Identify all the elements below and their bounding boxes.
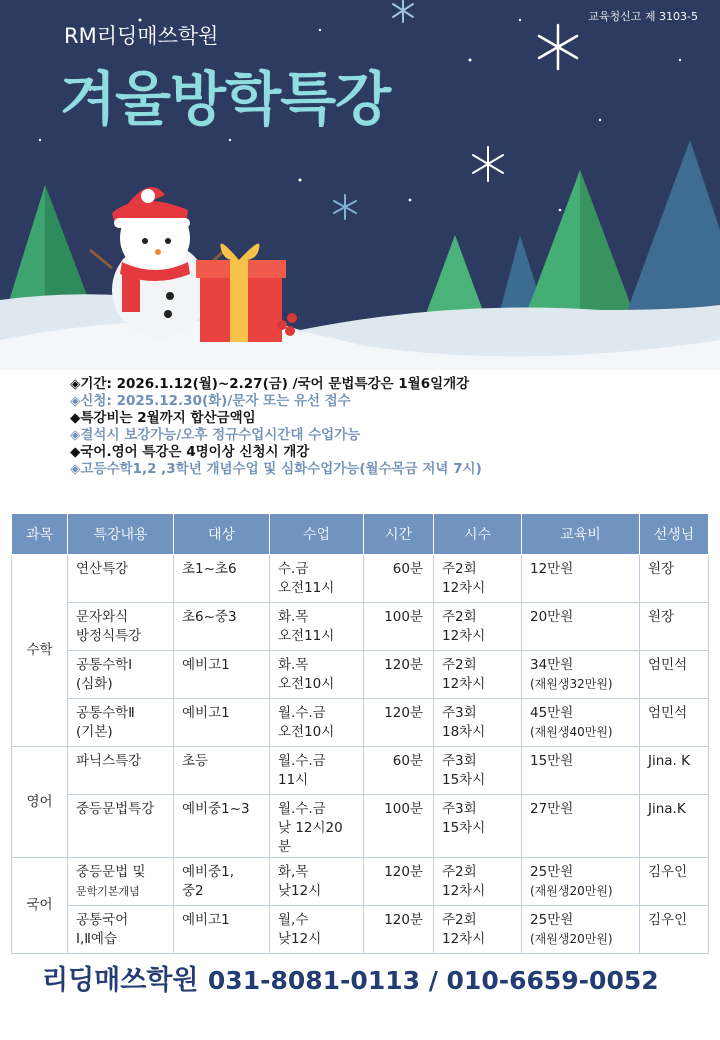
fee-cell-line: 20만원 bbox=[530, 609, 574, 625]
duration-cell: 120분 bbox=[364, 906, 434, 954]
course-cell-line: 공통국어 bbox=[76, 912, 129, 928]
class-cell-line: 월.수.금 bbox=[278, 801, 326, 817]
duration-cell: 100분 bbox=[364, 603, 434, 651]
target-cell-line: 예비중1, bbox=[182, 864, 235, 880]
header-teacher: 선생님 bbox=[640, 514, 709, 555]
class-cell-line: 오전10시 bbox=[278, 724, 335, 740]
sessions-cell-line: 12차시 bbox=[442, 580, 486, 596]
fee-cell-line: (재원생20만원) bbox=[530, 884, 613, 898]
class-cell-line: 화.목 bbox=[278, 609, 309, 625]
sessions-cell-line: 주2회 bbox=[442, 657, 477, 673]
table-row bbox=[12, 747, 709, 795]
table-row bbox=[12, 699, 709, 747]
sessions-cell-line: 15차시 bbox=[442, 820, 486, 836]
course-cell-line: 문학기본개념 bbox=[76, 885, 140, 898]
course-cell-line: 파닉스특강 bbox=[76, 753, 142, 769]
subject-cell: 수학 bbox=[12, 555, 68, 747]
course-cell bbox=[68, 795, 174, 858]
class-cell-line: 수.금 bbox=[278, 561, 309, 577]
fee-cell bbox=[522, 906, 640, 954]
class-cell-line: 오전11시 bbox=[278, 580, 335, 596]
course-cell bbox=[68, 906, 174, 954]
class-cell bbox=[270, 699, 364, 747]
target-cell bbox=[174, 906, 270, 954]
sessions-cell bbox=[434, 858, 522, 906]
notice-item: ◆특강비는 2월까지 합산금액임 bbox=[70, 410, 256, 426]
target-cell bbox=[174, 858, 270, 906]
fee-cell-line: (재원생40만원) bbox=[530, 725, 613, 739]
target-cell bbox=[174, 555, 270, 603]
table-body bbox=[12, 555, 709, 954]
target-cell-line: 예비중1~3 bbox=[182, 801, 250, 817]
course-cell bbox=[68, 858, 174, 906]
sessions-cell-line: 18차시 bbox=[442, 724, 486, 740]
target-cell-line: 초6~중3 bbox=[182, 609, 237, 625]
header-subject: 과목 bbox=[12, 514, 68, 555]
header-fee: 교육비 bbox=[522, 514, 640, 555]
course-cell-line: 공통수학Ⅰ bbox=[76, 657, 133, 673]
sessions-cell bbox=[434, 795, 522, 858]
class-cell-line: 화.목 bbox=[278, 657, 309, 673]
sessions-cell bbox=[434, 906, 522, 954]
course-schedule-table bbox=[11, 513, 709, 954]
class-cell-line: 월.수.금 bbox=[278, 753, 326, 769]
course-cell-line: 공통수학Ⅱ bbox=[76, 705, 135, 721]
teacher-cell: 김우인 bbox=[640, 906, 709, 954]
target-cell-line: 예비고1 bbox=[182, 657, 230, 673]
teacher-cell: 엄민석 bbox=[640, 651, 709, 699]
class-cell bbox=[270, 906, 364, 954]
notice-item: ◆국어.영어 특강은 4명이상 신청시 개강 bbox=[70, 444, 310, 460]
fee-cell bbox=[522, 747, 640, 795]
sessions-cell-line: 주3회 bbox=[442, 753, 477, 769]
course-cell-line: 중등문법특강 bbox=[76, 801, 155, 817]
course-cell-line: 중등문법 및 bbox=[76, 864, 146, 880]
sessions-cell-line: 주2회 bbox=[442, 609, 477, 625]
course-cell-line: (심화) bbox=[76, 676, 113, 692]
sessions-cell-line: 주3회 bbox=[442, 801, 477, 817]
fee-cell-line: 25만원 bbox=[530, 912, 574, 928]
class-cell-line: 11시 bbox=[278, 772, 309, 788]
target-cell-line: 초1~초6 bbox=[182, 561, 237, 577]
teacher-cell: 김우인 bbox=[640, 858, 709, 906]
table-row bbox=[12, 603, 709, 651]
sessions-cell bbox=[434, 555, 522, 603]
target-cell-line: 예비고1 bbox=[182, 705, 230, 721]
duration-cell: 120분 bbox=[364, 651, 434, 699]
notice-item: ◈결석시 보강가능/오후 정규수업시간대 수업가능 bbox=[70, 427, 361, 443]
sessions-cell-line: 12차시 bbox=[442, 676, 486, 692]
sessions-cell-line: 12차시 bbox=[442, 931, 486, 947]
class-cell bbox=[270, 747, 364, 795]
fee-cell-line: 12만원 bbox=[530, 561, 574, 577]
duration-cell: 100분 bbox=[364, 795, 434, 858]
sessions-cell-line: 주3회 bbox=[442, 705, 477, 721]
sessions-cell-line: 12차시 bbox=[442, 883, 486, 899]
fee-cell-line: (재원생20만원) bbox=[530, 932, 613, 946]
fee-cell bbox=[522, 699, 640, 747]
duration-cell: 120분 bbox=[364, 858, 434, 906]
class-cell bbox=[270, 795, 364, 858]
subject-cell: 영어 bbox=[12, 747, 68, 858]
fee-cell bbox=[522, 555, 640, 603]
sessions-cell bbox=[434, 747, 522, 795]
fee-cell-line: 45만원 bbox=[530, 705, 574, 721]
class-cell-line: 낮12시 bbox=[278, 931, 322, 947]
teacher-cell: 엄민석 bbox=[640, 699, 709, 747]
fee-cell bbox=[522, 651, 640, 699]
course-cell-line: Ⅰ,Ⅱ예습 bbox=[76, 931, 117, 947]
notice-item: ◈고등수학1,2 ,3학년 개념수업 및 심화수업가능(월수목금 저녁 7시) bbox=[70, 461, 482, 477]
course-cell bbox=[68, 651, 174, 699]
class-cell-line: 오전11시 bbox=[278, 628, 335, 644]
footer-academy-name: 리딩매쓰학원 bbox=[42, 965, 199, 996]
teacher-cell: Jina.K bbox=[640, 795, 709, 858]
target-cell bbox=[174, 651, 270, 699]
duration-cell: 120분 bbox=[364, 699, 434, 747]
subject-cell: 국어 bbox=[12, 858, 68, 954]
fee-cell-line: 25만원 bbox=[530, 864, 574, 880]
header-class: 수업 bbox=[270, 514, 364, 555]
duration-cell: 60분 bbox=[364, 747, 434, 795]
course-cell-line: 연산특강 bbox=[76, 561, 129, 577]
course-cell-line: (기본) bbox=[76, 724, 113, 740]
sessions-cell-line: 12차시 bbox=[442, 628, 486, 644]
class-cell bbox=[270, 603, 364, 651]
course-cell-line: 방정식특강 bbox=[76, 628, 142, 644]
course-cell bbox=[68, 603, 174, 651]
class-cell bbox=[270, 555, 364, 603]
class-cell-line: 분 bbox=[278, 839, 292, 855]
fee-cell-line: (재원생32만원) bbox=[530, 677, 613, 691]
teacher-cell: 원장 bbox=[640, 555, 709, 603]
sessions-cell-line: 주2회 bbox=[442, 561, 477, 577]
sessions-cell-line: 주2회 bbox=[442, 864, 477, 880]
class-cell-line: 오전10시 bbox=[278, 676, 335, 692]
course-cell bbox=[68, 699, 174, 747]
class-cell-line: 낮 12시20 bbox=[278, 820, 343, 836]
page-title: 겨울방학특강 bbox=[60, 65, 391, 133]
sessions-cell-line: 15차시 bbox=[442, 772, 486, 788]
target-cell-line: 예비고1 bbox=[182, 912, 230, 928]
fee-cell bbox=[522, 795, 640, 858]
class-cell-line: 월.수.금 bbox=[278, 705, 326, 721]
notice-list bbox=[70, 376, 710, 478]
registration-number: 교육청신고 제 3103-5 bbox=[588, 10, 698, 23]
teacher-cell: 원장 bbox=[640, 603, 709, 651]
sessions-cell-line: 주2회 bbox=[442, 912, 477, 928]
footer-phone-numbers: 031-8081-0113 / 010-6659-0052 bbox=[207, 966, 659, 995]
table-row bbox=[12, 858, 709, 906]
target-cell bbox=[174, 603, 270, 651]
class-cell-line: 월,수 bbox=[278, 912, 309, 928]
fee-cell-line: 15만원 bbox=[530, 753, 574, 769]
sessions-cell bbox=[434, 651, 522, 699]
teacher-cell: Jina. K bbox=[640, 747, 709, 795]
target-cell bbox=[174, 795, 270, 858]
duration-cell: 60분 bbox=[364, 555, 434, 603]
fee-cell-line: 34만원 bbox=[530, 657, 574, 673]
table-row bbox=[12, 555, 709, 603]
academy-name: RM리딩매쓰학원 bbox=[64, 24, 219, 48]
course-cell bbox=[68, 747, 174, 795]
table-row bbox=[12, 651, 709, 699]
header-sessions: 시수 bbox=[434, 514, 522, 555]
header-duration: 시간 bbox=[364, 514, 434, 555]
course-cell bbox=[68, 555, 174, 603]
header-target: 대상 bbox=[174, 514, 270, 555]
sessions-cell bbox=[434, 699, 522, 747]
class-cell bbox=[270, 651, 364, 699]
notice-item: ◈기간: 2026.1.12(월)~2.27(금) /국어 문법특강은 1월6일개강 bbox=[70, 376, 470, 392]
course-cell-line: 문자와식 bbox=[76, 609, 129, 625]
class-cell-line: 화,목 bbox=[278, 864, 309, 880]
fee-cell bbox=[522, 858, 640, 906]
target-cell bbox=[174, 747, 270, 795]
sessions-cell bbox=[434, 603, 522, 651]
table-row bbox=[12, 906, 709, 954]
table-row bbox=[12, 795, 709, 858]
header-course: 특강내용 bbox=[68, 514, 174, 555]
target-cell-line: 중2 bbox=[182, 883, 204, 899]
class-cell bbox=[270, 858, 364, 906]
fee-cell bbox=[522, 603, 640, 651]
class-cell-line: 낮12시 bbox=[278, 883, 322, 899]
fee-cell-line: 27만원 bbox=[530, 801, 574, 817]
footer-contact bbox=[42, 958, 659, 997]
notice-item: ◈신청: 2025.12.30(화)/문자 또는 유선 접수 bbox=[70, 393, 351, 409]
target-cell bbox=[174, 699, 270, 747]
target-cell-line: 초등 bbox=[182, 753, 209, 769]
table-header-row bbox=[12, 514, 709, 555]
